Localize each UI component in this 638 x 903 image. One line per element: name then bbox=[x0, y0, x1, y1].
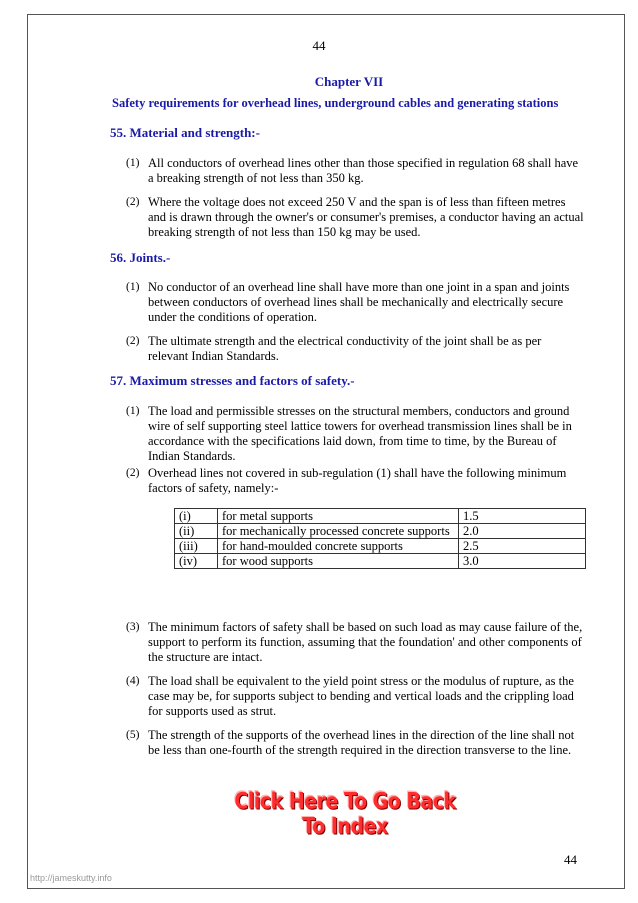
list-item bbox=[126, 466, 584, 496]
item-text: The minimum factors of safety shall be based on such load as may cause failure of the, support to perform its function, assuming that the foundation' and other components of the structure are intact. bbox=[148, 620, 583, 664]
list-item bbox=[126, 334, 584, 364]
list-item bbox=[126, 674, 584, 719]
item-number: (3) bbox=[126, 621, 140, 633]
item-number: (2) bbox=[126, 335, 140, 347]
item-text: The load shall be equivalent to the yield point stress or the modulus of rupture, as the case may be, for supports subject to bending and vertical loads and the crippling load for supports used as strut. bbox=[148, 674, 574, 718]
table-cell-value: 2.5 bbox=[459, 539, 586, 554]
item-number: (1) bbox=[126, 157, 140, 169]
back-to-index-link[interactable]: Click Here To Go Back To Index bbox=[234, 788, 456, 840]
item-text: All conductors of overhead lines other than those specified in regulation 68 shall have a breaking strength of not less than 350 kg. bbox=[148, 156, 579, 185]
section-heading-55: 55. Material and strength:- bbox=[110, 125, 260, 140]
item-number: (1) bbox=[126, 281, 140, 293]
chapter-title: Chapter VII bbox=[314, 74, 384, 89]
section-heading-56: 56. Joints.- bbox=[110, 250, 171, 265]
factors-of-safety-table bbox=[174, 508, 586, 569]
item-number: (4) bbox=[126, 675, 140, 687]
table-cell-value: 3.0 bbox=[459, 554, 586, 569]
item-text: The strength of the supports of the overhead lines in the direction of the line shall not be less than one-fourth of the strength required in the direction transverse to the line. bbox=[148, 728, 575, 757]
list-item bbox=[126, 156, 584, 186]
list-item bbox=[126, 404, 584, 464]
list-item bbox=[126, 195, 584, 240]
chapter-subtitle: Safety requirements for overhead lines, underground cables and generating stations bbox=[112, 96, 559, 110]
table-cell-description: for metal supports bbox=[218, 509, 459, 524]
table-cell-value: 2.0 bbox=[459, 524, 586, 539]
item-number: (2) bbox=[126, 467, 140, 479]
item-number: (2) bbox=[126, 196, 140, 208]
table-cell-description: for mechanically processed concrete supports bbox=[218, 524, 459, 539]
page-number-bottom: 44 bbox=[564, 852, 577, 867]
item-text: The ultimate strength and the electrical conductivity of the joint shall be as per relevant Indian Standards. bbox=[148, 334, 542, 363]
table-cell-index: (iii) bbox=[175, 539, 218, 554]
table-row bbox=[175, 509, 586, 524]
page-number-top: 44 bbox=[312, 38, 326, 53]
watermark-url: http://jameskutty.info bbox=[30, 873, 112, 883]
item-text: Overhead lines not covered in sub-regulation (1) shall have the following minimum factors of safety, namely:- bbox=[148, 466, 567, 495]
table-row bbox=[175, 539, 586, 554]
item-text: No conductor of an overhead line shall have more than one joint in a span and joints between conductors of overhead lines shall be mechanically and electrically secure under the conditions of operation. bbox=[148, 280, 570, 324]
list-item bbox=[126, 280, 584, 325]
table-cell-description: for hand-moulded concrete supports bbox=[218, 539, 459, 554]
item-number: (5) bbox=[126, 729, 140, 741]
item-number: (1) bbox=[126, 405, 140, 417]
table-cell-description: for wood supports bbox=[218, 554, 459, 569]
table-row bbox=[175, 524, 586, 539]
list-item bbox=[126, 620, 584, 665]
table-row bbox=[175, 554, 586, 569]
item-text: Where the voltage does not exceed 250 V and the span is of less than fifteen metres and is drawn through the owner's or consumer's premises, a conductor having an actual breaking strength of not less than 150 kg may be used. bbox=[148, 195, 584, 239]
table-cell-index: (iv) bbox=[175, 554, 218, 569]
list-item bbox=[126, 728, 584, 758]
table-cell-index: (ii) bbox=[175, 524, 218, 539]
table-cell-value: 1.5 bbox=[459, 509, 586, 524]
section-heading-57: 57. Maximum stresses and factors of safety.- bbox=[110, 373, 355, 388]
table-cell-index: (i) bbox=[175, 509, 218, 524]
item-text: The load and permissible stresses on the structural members, conductors and ground wire of self supporting steel lattice towers for overhead transmission lines shall be in accordance with the specifications laid down, from time to time, by the Bureau of Indian Standards. bbox=[148, 404, 572, 463]
